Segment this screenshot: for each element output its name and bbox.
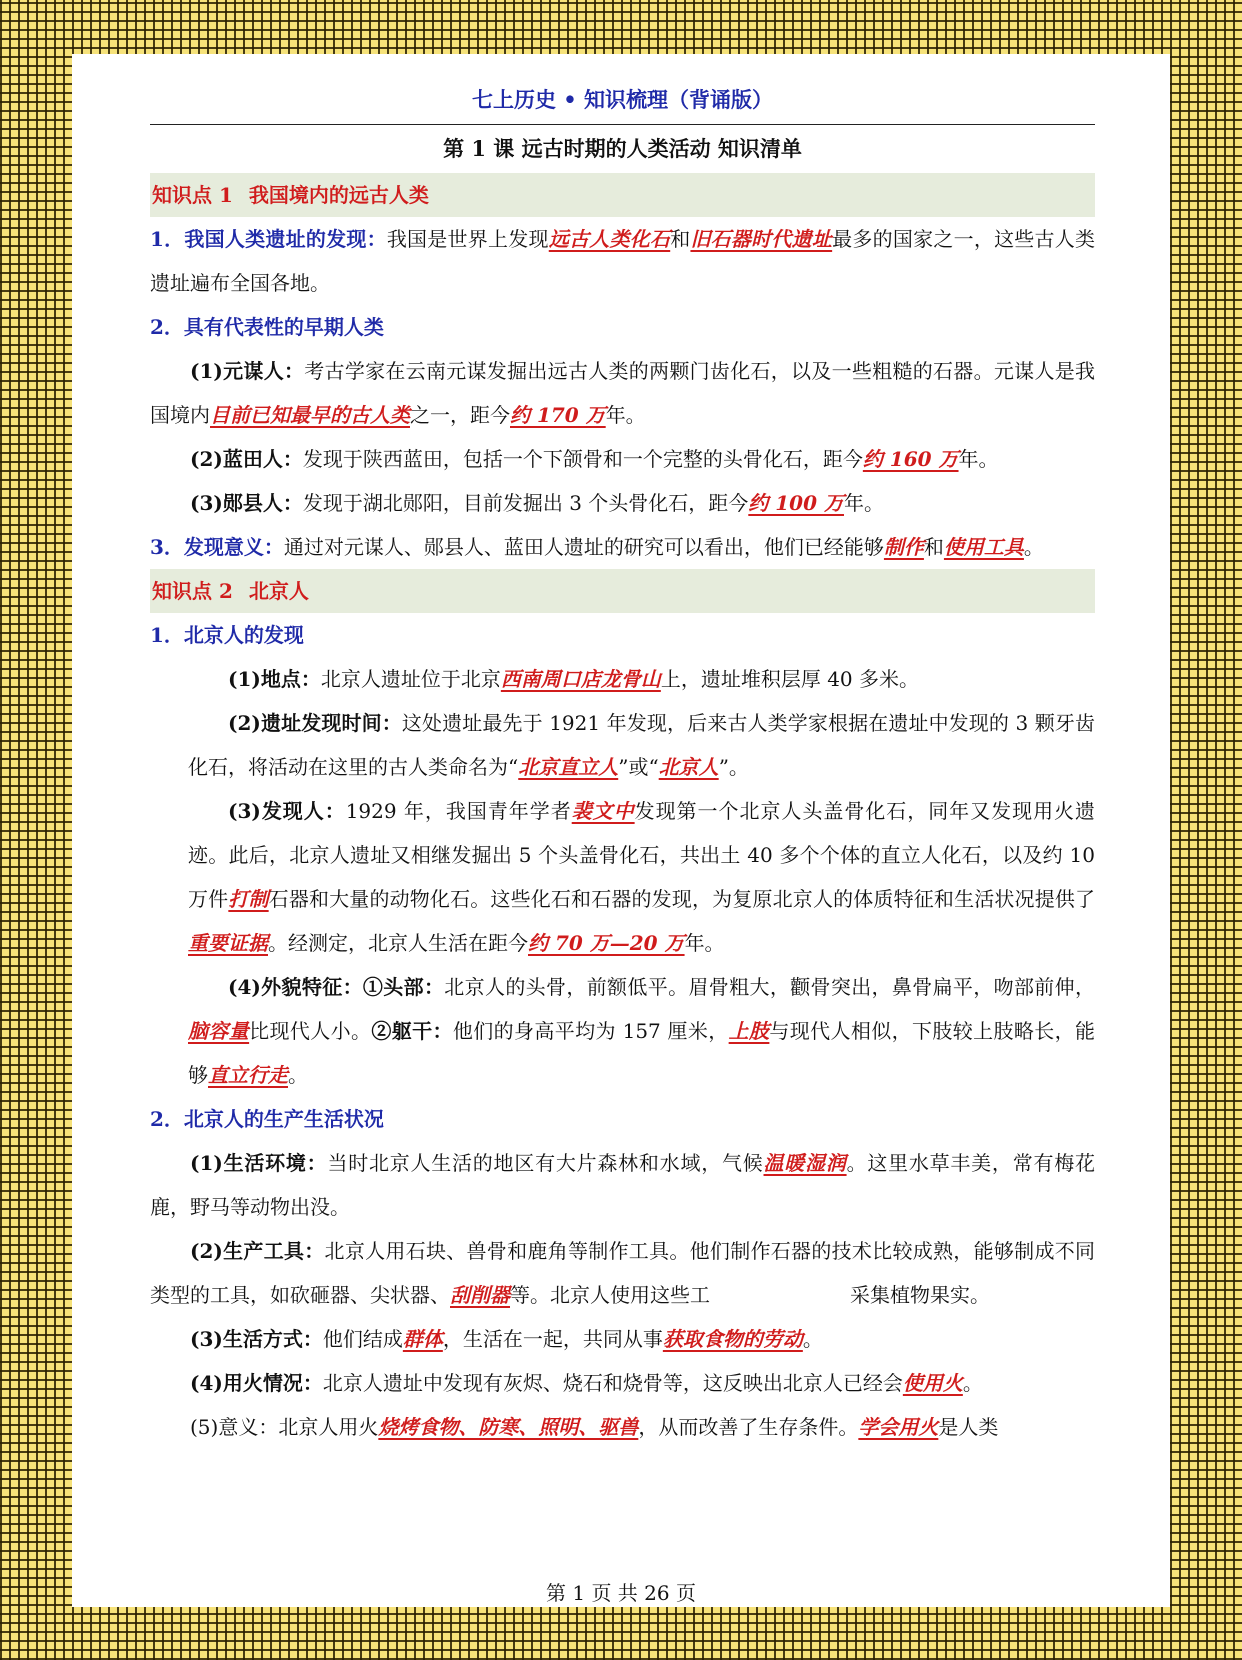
answer-text: 学会用火	[858, 1415, 939, 1439]
fire-use-paragraph	[150, 1361, 1095, 1405]
text: 。	[962, 1371, 983, 1395]
item-label: (2)生产工具：	[190, 1239, 325, 1263]
answer-text: 烧烤食物、防寒、照明、驱兽	[378, 1415, 639, 1439]
text: 和	[923, 535, 944, 559]
kp2-section-1-heading: 1．北京人的发现	[150, 623, 304, 647]
answer-text: 使用火	[902, 1371, 963, 1395]
kp-label: 知识点 2	[152, 579, 233, 603]
discoverer-paragraph	[150, 789, 1095, 965]
document-page	[72, 54, 1170, 1607]
item-label: (2)蓝田人：	[190, 447, 303, 471]
answer-text: 约 160 万	[862, 447, 959, 471]
item-label: (3)发现人：	[228, 799, 346, 823]
text: 年。	[684, 931, 725, 955]
answer-text: 重要证据	[188, 931, 268, 955]
text: 1929 年，我国青年学者	[345, 799, 572, 823]
lesson-title: 第 1 课 远古时期的人类活动 知识清单	[443, 136, 802, 161]
lantian-paragraph	[150, 437, 1095, 481]
text: 之一，距今	[410, 403, 510, 427]
answer-text: 裴文中	[571, 799, 635, 823]
text: 北京人用火	[278, 1415, 379, 1439]
answer-text: 北京人	[658, 755, 719, 779]
answer-text: 刮削器	[450, 1283, 510, 1307]
discovery-time-paragraph	[150, 701, 1095, 789]
text: 。	[288, 1063, 308, 1087]
text: 发现第一个北京人头盖骨化石，同年又发现用火遗迹。此后，北京人遗址又相继发掘出 5 个头盖骨化石，共出土 40 多个个体的直立人化石，以及约 10 万件	[188, 799, 1096, 911]
text: ，生活在一起，共同从事	[442, 1327, 663, 1351]
page-footer: 第 1 页 共 26 页	[546, 1581, 696, 1605]
text: ”。	[718, 755, 749, 779]
text: 他们的身高平均为 157 厘米，	[452, 1019, 729, 1043]
item-label: (4)外貌特征：①头部：	[228, 975, 445, 999]
text: 上，遗址堆积层厚 40 多米。	[660, 667, 920, 691]
significance-paragraph	[150, 1405, 1095, 1449]
answer-text: 获取食物的劳动	[662, 1327, 803, 1351]
yunxian-paragraph	[150, 481, 1095, 525]
section-label: 1．我国人类遗址的发现：	[150, 227, 387, 251]
answer-text: 目前已知最早的古人类	[210, 403, 410, 427]
item-label: (3)郧县人：	[190, 491, 303, 515]
text: 。	[802, 1327, 823, 1351]
answer-text: 上肢	[728, 1019, 770, 1043]
answer-text: 旧石器时代遗址	[690, 227, 833, 251]
item-label: (2)遗址发现时间：	[228, 711, 402, 735]
answer-text: 远古人类化石	[548, 227, 671, 251]
kp-title: 北京人	[248, 579, 309, 603]
answer-text: 打制	[228, 887, 269, 911]
text: 等。北京人使用这些工	[510, 1283, 710, 1307]
item-label: (3)生活方式：	[190, 1327, 323, 1351]
text: 发现于陕西蓝田，包括一个下颌骨和一个完整的头骨化石，距今	[302, 447, 863, 471]
text: 发现于湖北郧阳，目前发掘出 3 个头骨化石，距今	[302, 491, 749, 515]
text: 采集植物果实。	[850, 1283, 990, 1307]
item-label: (5)意义：	[190, 1415, 279, 1439]
answer-text: 北京直立人	[518, 755, 619, 779]
text: 石器和大量的动物化石。这些化石和石器的发现，为复原北京人的体质特征和生活状况提供了	[268, 887, 1096, 911]
tools-paragraph	[150, 1229, 1095, 1317]
section-label: 3．发现意义：	[150, 535, 284, 559]
text: 当时北京人生活的地区有大片森林和水域，气候	[327, 1151, 764, 1175]
text: 年。	[843, 491, 884, 515]
item-label: (1)生活环境：	[190, 1151, 328, 1175]
kp2-section-2-heading: 2．北京人的生产生活状况	[150, 1107, 384, 1131]
text: 这处遗址最先于 1921 年发现，后来古人类学家根据在遗址中发现的 3 颗牙齿化石，将活动在这里的古人类命名为“	[188, 711, 1095, 779]
answer-text: 约 170 万	[510, 403, 606, 427]
item-label: ②躯干：	[371, 1019, 453, 1043]
kp-title: 我国境内的远古人类	[248, 183, 429, 207]
environment-paragraph	[150, 1141, 1095, 1229]
lifestyle-paragraph	[150, 1317, 1095, 1361]
text: 北京人遗址中发现有灰烬、烧石和烧骨等，这反映出北京人已经会	[322, 1371, 903, 1395]
item-label: (1)地点：	[228, 667, 321, 691]
text: 年。	[958, 447, 999, 471]
answer-text: 群体	[402, 1327, 443, 1351]
text: 他们结成	[322, 1327, 403, 1351]
text: 最多的国家之一，这些古人类遗址遍布全国各地。	[150, 227, 1096, 295]
answer-text: 约 100 万	[748, 491, 844, 515]
text: 。这里水草丰美，常有梅花鹿，野马等动物出没。	[150, 1151, 1095, 1219]
text: 通过对元谋人、郧县人、蓝田人遗址的研究可以看出，他们已经能够	[283, 535, 884, 559]
knowledge-point-2-header	[150, 569, 1095, 613]
answer-text: 约 70 万—20 万	[528, 931, 685, 955]
answer-text: 脑容量	[188, 1019, 250, 1043]
text: ”或“	[618, 755, 659, 779]
text: 北京人遗址位于北京	[320, 667, 501, 691]
answer-text: 西南周口店龙骨山	[500, 667, 661, 691]
appearance-paragraph	[150, 965, 1095, 1097]
kp1-section-1	[150, 217, 1095, 305]
text: 北京人用石块、兽骨和鹿角等制作工具。他们制作石器的技术比较成熟，能够制成不同类型的工具，如砍砸器、尖状器、	[150, 1239, 1096, 1307]
text: ，从而改善了生存条件。	[638, 1415, 859, 1439]
yuanmou-paragraph	[150, 349, 1095, 437]
text: 和	[670, 227, 691, 251]
item-label: (1)元谋人：	[190, 359, 305, 383]
knowledge-point-1-header	[150, 173, 1095, 217]
location-paragraph	[150, 657, 1095, 701]
answer-text: 使用工具	[943, 535, 1024, 559]
text: 与现代人相似，下肢较上肢略长，能够	[188, 1019, 1096, 1087]
text: 年。	[605, 403, 646, 427]
answer-text: 制作	[883, 535, 924, 559]
kp1-section-2-heading: 2．具有代表性的早期人类	[150, 315, 384, 339]
page-content	[150, 78, 1095, 1449]
text: 。	[1023, 535, 1044, 559]
answer-text: 温暖湿润	[763, 1151, 847, 1175]
text: 北京人的头骨，前额低平。眉骨粗大，颧骨突出，鼻骨扁平，吻部前伸，	[444, 975, 1095, 999]
text: 是人类	[938, 1415, 999, 1439]
kp1-section-3	[150, 525, 1095, 569]
document-title: 七上历史 • 知识梳理（背诵版）	[150, 78, 1095, 125]
answer-text: 直立行走	[208, 1063, 288, 1087]
text: 我国是世界上发现	[386, 227, 549, 251]
text: 比现代人小。	[249, 1019, 372, 1043]
kp-label: 知识点 1	[152, 183, 233, 207]
text: 考古学家在云南元谋发掘出远古人类的两颗门齿化石，以及一些粗糙的石器。元谋人是我国境内	[150, 359, 1096, 427]
item-label: (4)用火情况：	[190, 1371, 323, 1395]
text: 。经测定，北京人生活在距今	[268, 931, 528, 955]
